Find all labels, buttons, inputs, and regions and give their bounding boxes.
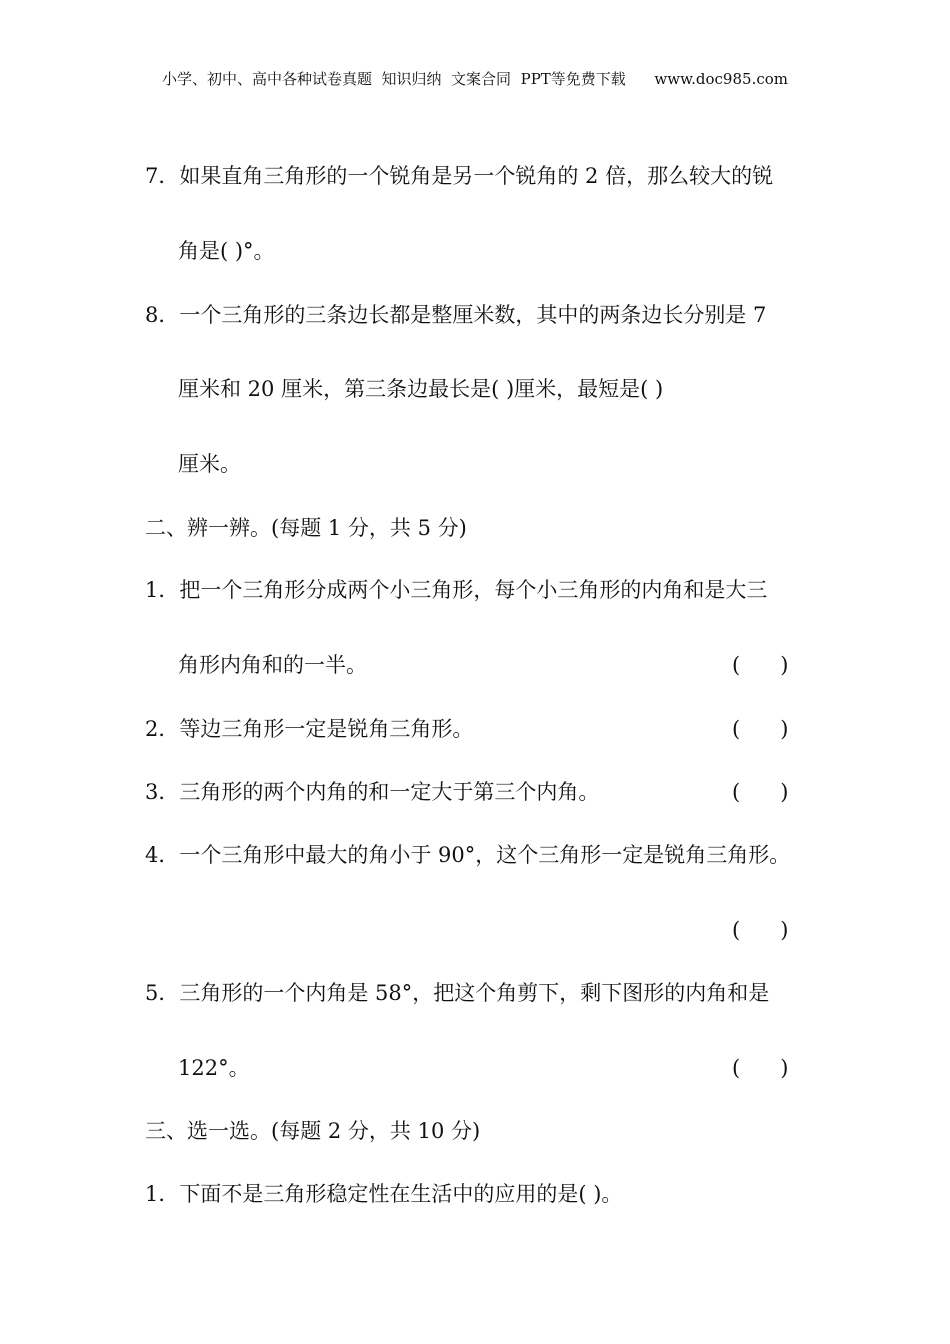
question-8-line-2: 厘米和 20 厘米，第三条边最长是( )厘米，最短是( ) bbox=[178, 377, 664, 401]
section-2-title: 二、辨一辨。(每题 1 分，共 5 分) bbox=[145, 516, 467, 540]
judge-item-3: 3．三角形的两个内角的和一定大于第三个内角。 bbox=[145, 780, 600, 804]
section-3-title: 三、选一选。(每题 2 分，共 10 分) bbox=[145, 1119, 481, 1143]
judge-item-5-answer-blank: ( ) bbox=[732, 1056, 789, 1080]
judge-item-2-answer-blank: ( ) bbox=[732, 717, 789, 741]
page-header: 小学、初中、高中各种试卷真题 知识归纳 文案合同 PPT等免费下载 www.doc985.com bbox=[161, 70, 788, 88]
question-8-line-1: 8．一个三角形的三条边长都是整厘米数，其中的两条边长分别是 7 bbox=[145, 303, 767, 327]
judge-item-5-line-1: 5．三角形的一个内角是 58°，把这个角剪下，剩下图形的内角和是 bbox=[145, 981, 770, 1005]
question-7-line-2: 角是( )°。 bbox=[178, 239, 275, 263]
judge-item-3-answer-blank: ( ) bbox=[732, 780, 789, 804]
judge-item-4-answer-blank: ( ) bbox=[732, 918, 789, 942]
judge-item-4: 4．一个三角形中最大的角小于 90°，这个三角形一定是锐角三角形。 bbox=[145, 843, 791, 867]
judge-item-5-line-2: 122°。 bbox=[178, 1056, 250, 1080]
judge-item-1-line-1: 1．把一个三角形分成两个小三角形，每个小三角形的内角和是大三 bbox=[145, 578, 768, 602]
judge-item-2: 2．等边三角形一定是锐角三角形。 bbox=[145, 717, 474, 741]
choice-question-1: 1．下面不是三角形稳定性在生活中的应用的是( )。 bbox=[145, 1182, 623, 1206]
judge-item-1-answer-blank: ( ) bbox=[732, 653, 789, 677]
question-8-line-3: 厘米。 bbox=[178, 452, 241, 476]
judge-item-1-line-2: 角形内角和的一半。 bbox=[178, 653, 367, 677]
question-7-line-1: 7．如果直角三角形的一个锐角是另一个锐角的 2 倍，那么较大的锐 bbox=[145, 164, 774, 188]
